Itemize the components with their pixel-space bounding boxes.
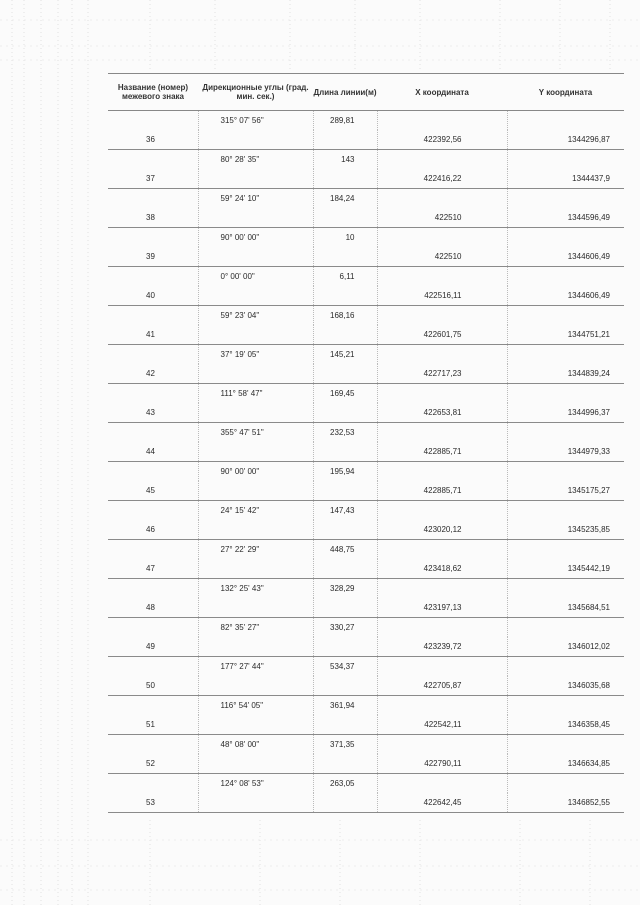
line-length: 534,37 bbox=[313, 657, 377, 677]
coordinates-table bbox=[108, 73, 624, 813]
angle-cell bbox=[198, 481, 313, 501]
x-cell bbox=[377, 618, 507, 638]
x-cell bbox=[377, 423, 507, 443]
direction-angle: 111° 58' 47" bbox=[198, 384, 313, 404]
table-row-segment bbox=[108, 267, 624, 287]
line-length: 145,21 bbox=[313, 345, 377, 365]
length-cell bbox=[313, 754, 377, 774]
angle-cell bbox=[198, 598, 313, 618]
y-cell bbox=[507, 189, 624, 209]
x-cell bbox=[377, 111, 507, 131]
x-cell bbox=[377, 579, 507, 599]
table-row-segment bbox=[108, 696, 624, 716]
length-cell bbox=[313, 247, 377, 267]
name-cell bbox=[108, 696, 198, 716]
name-cell bbox=[108, 657, 198, 677]
table-row-segment bbox=[108, 306, 624, 326]
point-number: 48 bbox=[108, 598, 198, 618]
angle-cell bbox=[198, 169, 313, 189]
y-coordinate: 1346634,85 bbox=[507, 754, 624, 774]
x-coordinate: 423197,13 bbox=[377, 598, 507, 618]
length-cell bbox=[313, 325, 377, 345]
name-cell bbox=[108, 462, 198, 482]
name-cell bbox=[108, 267, 198, 287]
x-coordinate: 423239,72 bbox=[377, 637, 507, 657]
x-coordinate: 422542,11 bbox=[377, 715, 507, 735]
table-row-segment bbox=[108, 540, 624, 560]
angle-cell bbox=[198, 793, 313, 813]
y-coordinate: 1344979,33 bbox=[507, 442, 624, 462]
x-coordinate: 422510 bbox=[377, 208, 507, 228]
point-number: 42 bbox=[108, 364, 198, 384]
y-coordinate: 1345235,85 bbox=[507, 520, 624, 540]
x-cell bbox=[377, 657, 507, 677]
name-cell bbox=[108, 306, 198, 326]
point-number: 43 bbox=[108, 403, 198, 423]
table-row-point bbox=[108, 793, 624, 813]
table-row-segment bbox=[108, 384, 624, 404]
y-cell bbox=[507, 540, 624, 560]
line-length: 6,11 bbox=[313, 267, 377, 287]
line-length: 371,35 bbox=[313, 735, 377, 755]
x-coordinate: 422705,87 bbox=[377, 676, 507, 696]
direction-angle: 59° 24' 10" bbox=[198, 189, 313, 209]
table-row-point bbox=[108, 325, 624, 345]
name-cell bbox=[108, 540, 198, 560]
x-cell bbox=[377, 540, 507, 560]
angle-cell bbox=[198, 286, 313, 306]
length-cell bbox=[313, 793, 377, 813]
y-coordinate: 1345442,19 bbox=[507, 559, 624, 579]
header-angle: Дирекционные углы (град. мин. сек.) bbox=[198, 74, 313, 111]
x-cell bbox=[377, 384, 507, 404]
table-row-segment bbox=[108, 735, 624, 755]
x-coordinate: 422653,81 bbox=[377, 403, 507, 423]
angle-cell bbox=[198, 403, 313, 423]
y-cell bbox=[507, 423, 624, 443]
x-coordinate: 422416,22 bbox=[377, 169, 507, 189]
table-row-point bbox=[108, 403, 624, 423]
header-y: Y координата bbox=[507, 74, 624, 111]
table-row-point bbox=[108, 169, 624, 189]
point-number: 46 bbox=[108, 520, 198, 540]
y-coordinate: 1344437,9 bbox=[507, 169, 624, 189]
x-cell bbox=[377, 735, 507, 755]
y-coordinate: 1344606,49 bbox=[507, 286, 624, 306]
table-row-point bbox=[108, 442, 624, 462]
angle-cell bbox=[198, 247, 313, 267]
table-row-segment bbox=[108, 774, 624, 794]
x-cell bbox=[377, 306, 507, 326]
name-cell bbox=[108, 501, 198, 521]
table-row-segment bbox=[108, 111, 624, 131]
y-coordinate: 1346358,45 bbox=[507, 715, 624, 735]
line-length: 195,94 bbox=[313, 462, 377, 482]
line-length: 263,05 bbox=[313, 774, 377, 794]
y-cell bbox=[507, 774, 624, 794]
y-coordinate: 1344751,21 bbox=[507, 325, 624, 345]
point-number: 49 bbox=[108, 637, 198, 657]
angle-cell bbox=[198, 208, 313, 228]
name-cell bbox=[108, 228, 198, 248]
direction-angle: 90° 00' 00" bbox=[198, 228, 313, 248]
name-cell bbox=[108, 345, 198, 365]
length-cell bbox=[313, 481, 377, 501]
table-row-point bbox=[108, 481, 624, 501]
x-cell bbox=[377, 774, 507, 794]
table-row-point bbox=[108, 637, 624, 657]
table-row-segment bbox=[108, 579, 624, 599]
table-row-point bbox=[108, 598, 624, 618]
length-cell bbox=[313, 403, 377, 423]
table-row-point bbox=[108, 208, 624, 228]
point-number: 45 bbox=[108, 481, 198, 501]
direction-angle: 0° 00' 00" bbox=[198, 267, 313, 287]
name-cell bbox=[108, 423, 198, 443]
direction-angle: 48° 08' 00" bbox=[198, 735, 313, 755]
y-coordinate: 1344296,87 bbox=[507, 130, 624, 150]
line-length: 10 bbox=[313, 228, 377, 248]
x-coordinate: 422510 bbox=[377, 247, 507, 267]
angle-cell bbox=[198, 442, 313, 462]
y-cell bbox=[507, 345, 624, 365]
length-cell bbox=[313, 208, 377, 228]
direction-angle: 27° 22' 29" bbox=[198, 540, 313, 560]
y-cell bbox=[507, 735, 624, 755]
point-number: 44 bbox=[108, 442, 198, 462]
y-cell bbox=[507, 501, 624, 521]
length-cell bbox=[313, 286, 377, 306]
line-length: 289,81 bbox=[313, 111, 377, 131]
angle-cell bbox=[198, 559, 313, 579]
angle-cell bbox=[198, 715, 313, 735]
coordinates-sheet bbox=[108, 73, 624, 813]
point-number: 51 bbox=[108, 715, 198, 735]
x-coordinate: 422642,45 bbox=[377, 793, 507, 813]
table-row-segment bbox=[108, 189, 624, 209]
y-cell bbox=[507, 111, 624, 131]
x-cell bbox=[377, 345, 507, 365]
x-coordinate: 422717,23 bbox=[377, 364, 507, 384]
table-row-segment bbox=[108, 345, 624, 365]
line-length: 328,29 bbox=[313, 579, 377, 599]
y-coordinate: 1345175,27 bbox=[507, 481, 624, 501]
header-name: Название (номер) межевого знака bbox=[108, 74, 198, 111]
header-length: Длина линии(м) bbox=[313, 74, 377, 111]
name-cell bbox=[108, 618, 198, 638]
length-cell bbox=[313, 676, 377, 696]
length-cell bbox=[313, 130, 377, 150]
y-coordinate: 1346852,55 bbox=[507, 793, 624, 813]
table-row-point bbox=[108, 364, 624, 384]
direction-angle: 132° 25' 43" bbox=[198, 579, 313, 599]
x-cell bbox=[377, 267, 507, 287]
table-row-segment bbox=[108, 618, 624, 638]
length-cell bbox=[313, 520, 377, 540]
line-length: 448,75 bbox=[313, 540, 377, 560]
y-cell bbox=[507, 267, 624, 287]
point-number: 47 bbox=[108, 559, 198, 579]
length-cell bbox=[313, 442, 377, 462]
x-cell bbox=[377, 228, 507, 248]
x-coordinate: 423418,62 bbox=[377, 559, 507, 579]
direction-angle: 90° 00' 00" bbox=[198, 462, 313, 482]
angle-cell bbox=[198, 754, 313, 774]
y-cell bbox=[507, 384, 624, 404]
y-coordinate: 1346012,02 bbox=[507, 637, 624, 657]
y-cell bbox=[507, 150, 624, 170]
table-row-point bbox=[108, 559, 624, 579]
name-cell bbox=[108, 579, 198, 599]
y-coordinate: 1344996,37 bbox=[507, 403, 624, 423]
direction-angle: 80° 28' 35" bbox=[198, 150, 313, 170]
table-row-segment bbox=[108, 501, 624, 521]
angle-cell bbox=[198, 130, 313, 150]
line-length: 147,43 bbox=[313, 501, 377, 521]
angle-cell bbox=[198, 676, 313, 696]
x-cell bbox=[377, 150, 507, 170]
direction-angle: 24° 15' 42" bbox=[198, 501, 313, 521]
line-length: 361,94 bbox=[313, 696, 377, 716]
y-cell bbox=[507, 579, 624, 599]
table-row-segment bbox=[108, 462, 624, 482]
y-coordinate: 1346035,68 bbox=[507, 676, 624, 696]
table-row-point bbox=[108, 715, 624, 735]
x-cell bbox=[377, 501, 507, 521]
angle-cell bbox=[198, 364, 313, 384]
direction-angle: 177° 27' 44" bbox=[198, 657, 313, 677]
point-number: 53 bbox=[108, 793, 198, 813]
name-cell bbox=[108, 735, 198, 755]
length-cell bbox=[313, 169, 377, 189]
point-number: 37 bbox=[108, 169, 198, 189]
line-length: 232,53 bbox=[313, 423, 377, 443]
x-coordinate: 422885,71 bbox=[377, 481, 507, 501]
y-cell bbox=[507, 306, 624, 326]
y-cell bbox=[507, 228, 624, 248]
table-row-point bbox=[108, 130, 624, 150]
length-cell bbox=[313, 598, 377, 618]
point-number: 39 bbox=[108, 247, 198, 267]
line-length: 169,45 bbox=[313, 384, 377, 404]
point-number: 40 bbox=[108, 286, 198, 306]
table-row-point bbox=[108, 520, 624, 540]
name-cell bbox=[108, 111, 198, 131]
x-cell bbox=[377, 189, 507, 209]
point-number: 50 bbox=[108, 676, 198, 696]
table-row-segment bbox=[108, 150, 624, 170]
line-length: 330,27 bbox=[313, 618, 377, 638]
direction-angle: 116° 54' 05" bbox=[198, 696, 313, 716]
point-number: 41 bbox=[108, 325, 198, 345]
table-row-segment bbox=[108, 423, 624, 443]
table-row-point bbox=[108, 247, 624, 267]
table-body bbox=[108, 111, 624, 813]
x-coordinate: 423020,12 bbox=[377, 520, 507, 540]
y-coordinate: 1344596,49 bbox=[507, 208, 624, 228]
x-cell bbox=[377, 462, 507, 482]
direction-angle: 124° 08' 53" bbox=[198, 774, 313, 794]
x-coordinate: 422790,11 bbox=[377, 754, 507, 774]
table-row-point bbox=[108, 286, 624, 306]
angle-cell bbox=[198, 325, 313, 345]
length-cell bbox=[313, 637, 377, 657]
direction-angle: 315° 07' 56" bbox=[198, 111, 313, 131]
direction-angle: 82° 35' 27" bbox=[198, 618, 313, 638]
direction-angle: 59° 23' 04" bbox=[198, 306, 313, 326]
line-length: 143 bbox=[313, 150, 377, 170]
y-cell bbox=[507, 618, 624, 638]
direction-angle: 37° 19' 05" bbox=[198, 345, 313, 365]
y-coordinate: 1345684,51 bbox=[507, 598, 624, 618]
x-coordinate: 422601,75 bbox=[377, 325, 507, 345]
length-cell bbox=[313, 559, 377, 579]
name-cell bbox=[108, 189, 198, 209]
x-cell bbox=[377, 696, 507, 716]
name-cell bbox=[108, 150, 198, 170]
name-cell bbox=[108, 384, 198, 404]
angle-cell bbox=[198, 637, 313, 657]
point-number: 38 bbox=[108, 208, 198, 228]
line-length: 184,24 bbox=[313, 189, 377, 209]
y-cell bbox=[507, 696, 624, 716]
x-coordinate: 422516,11 bbox=[377, 286, 507, 306]
length-cell bbox=[313, 715, 377, 735]
table-row-point bbox=[108, 676, 624, 696]
direction-angle: 355° 47' 51" bbox=[198, 423, 313, 443]
table-row-segment bbox=[108, 228, 624, 248]
x-coordinate: 422885,71 bbox=[377, 442, 507, 462]
name-cell bbox=[108, 774, 198, 794]
header-x: X координата bbox=[377, 74, 507, 111]
point-number: 52 bbox=[108, 754, 198, 774]
table-header bbox=[108, 74, 624, 111]
table-row-segment bbox=[108, 657, 624, 677]
point-number: 36 bbox=[108, 130, 198, 150]
length-cell bbox=[313, 364, 377, 384]
table-row-point bbox=[108, 754, 624, 774]
y-cell bbox=[507, 462, 624, 482]
y-cell bbox=[507, 657, 624, 677]
y-coordinate: 1344606,49 bbox=[507, 247, 624, 267]
angle-cell bbox=[198, 520, 313, 540]
x-coordinate: 422392,56 bbox=[377, 130, 507, 150]
y-coordinate: 1344839,24 bbox=[507, 364, 624, 384]
line-length: 168,16 bbox=[313, 306, 377, 326]
